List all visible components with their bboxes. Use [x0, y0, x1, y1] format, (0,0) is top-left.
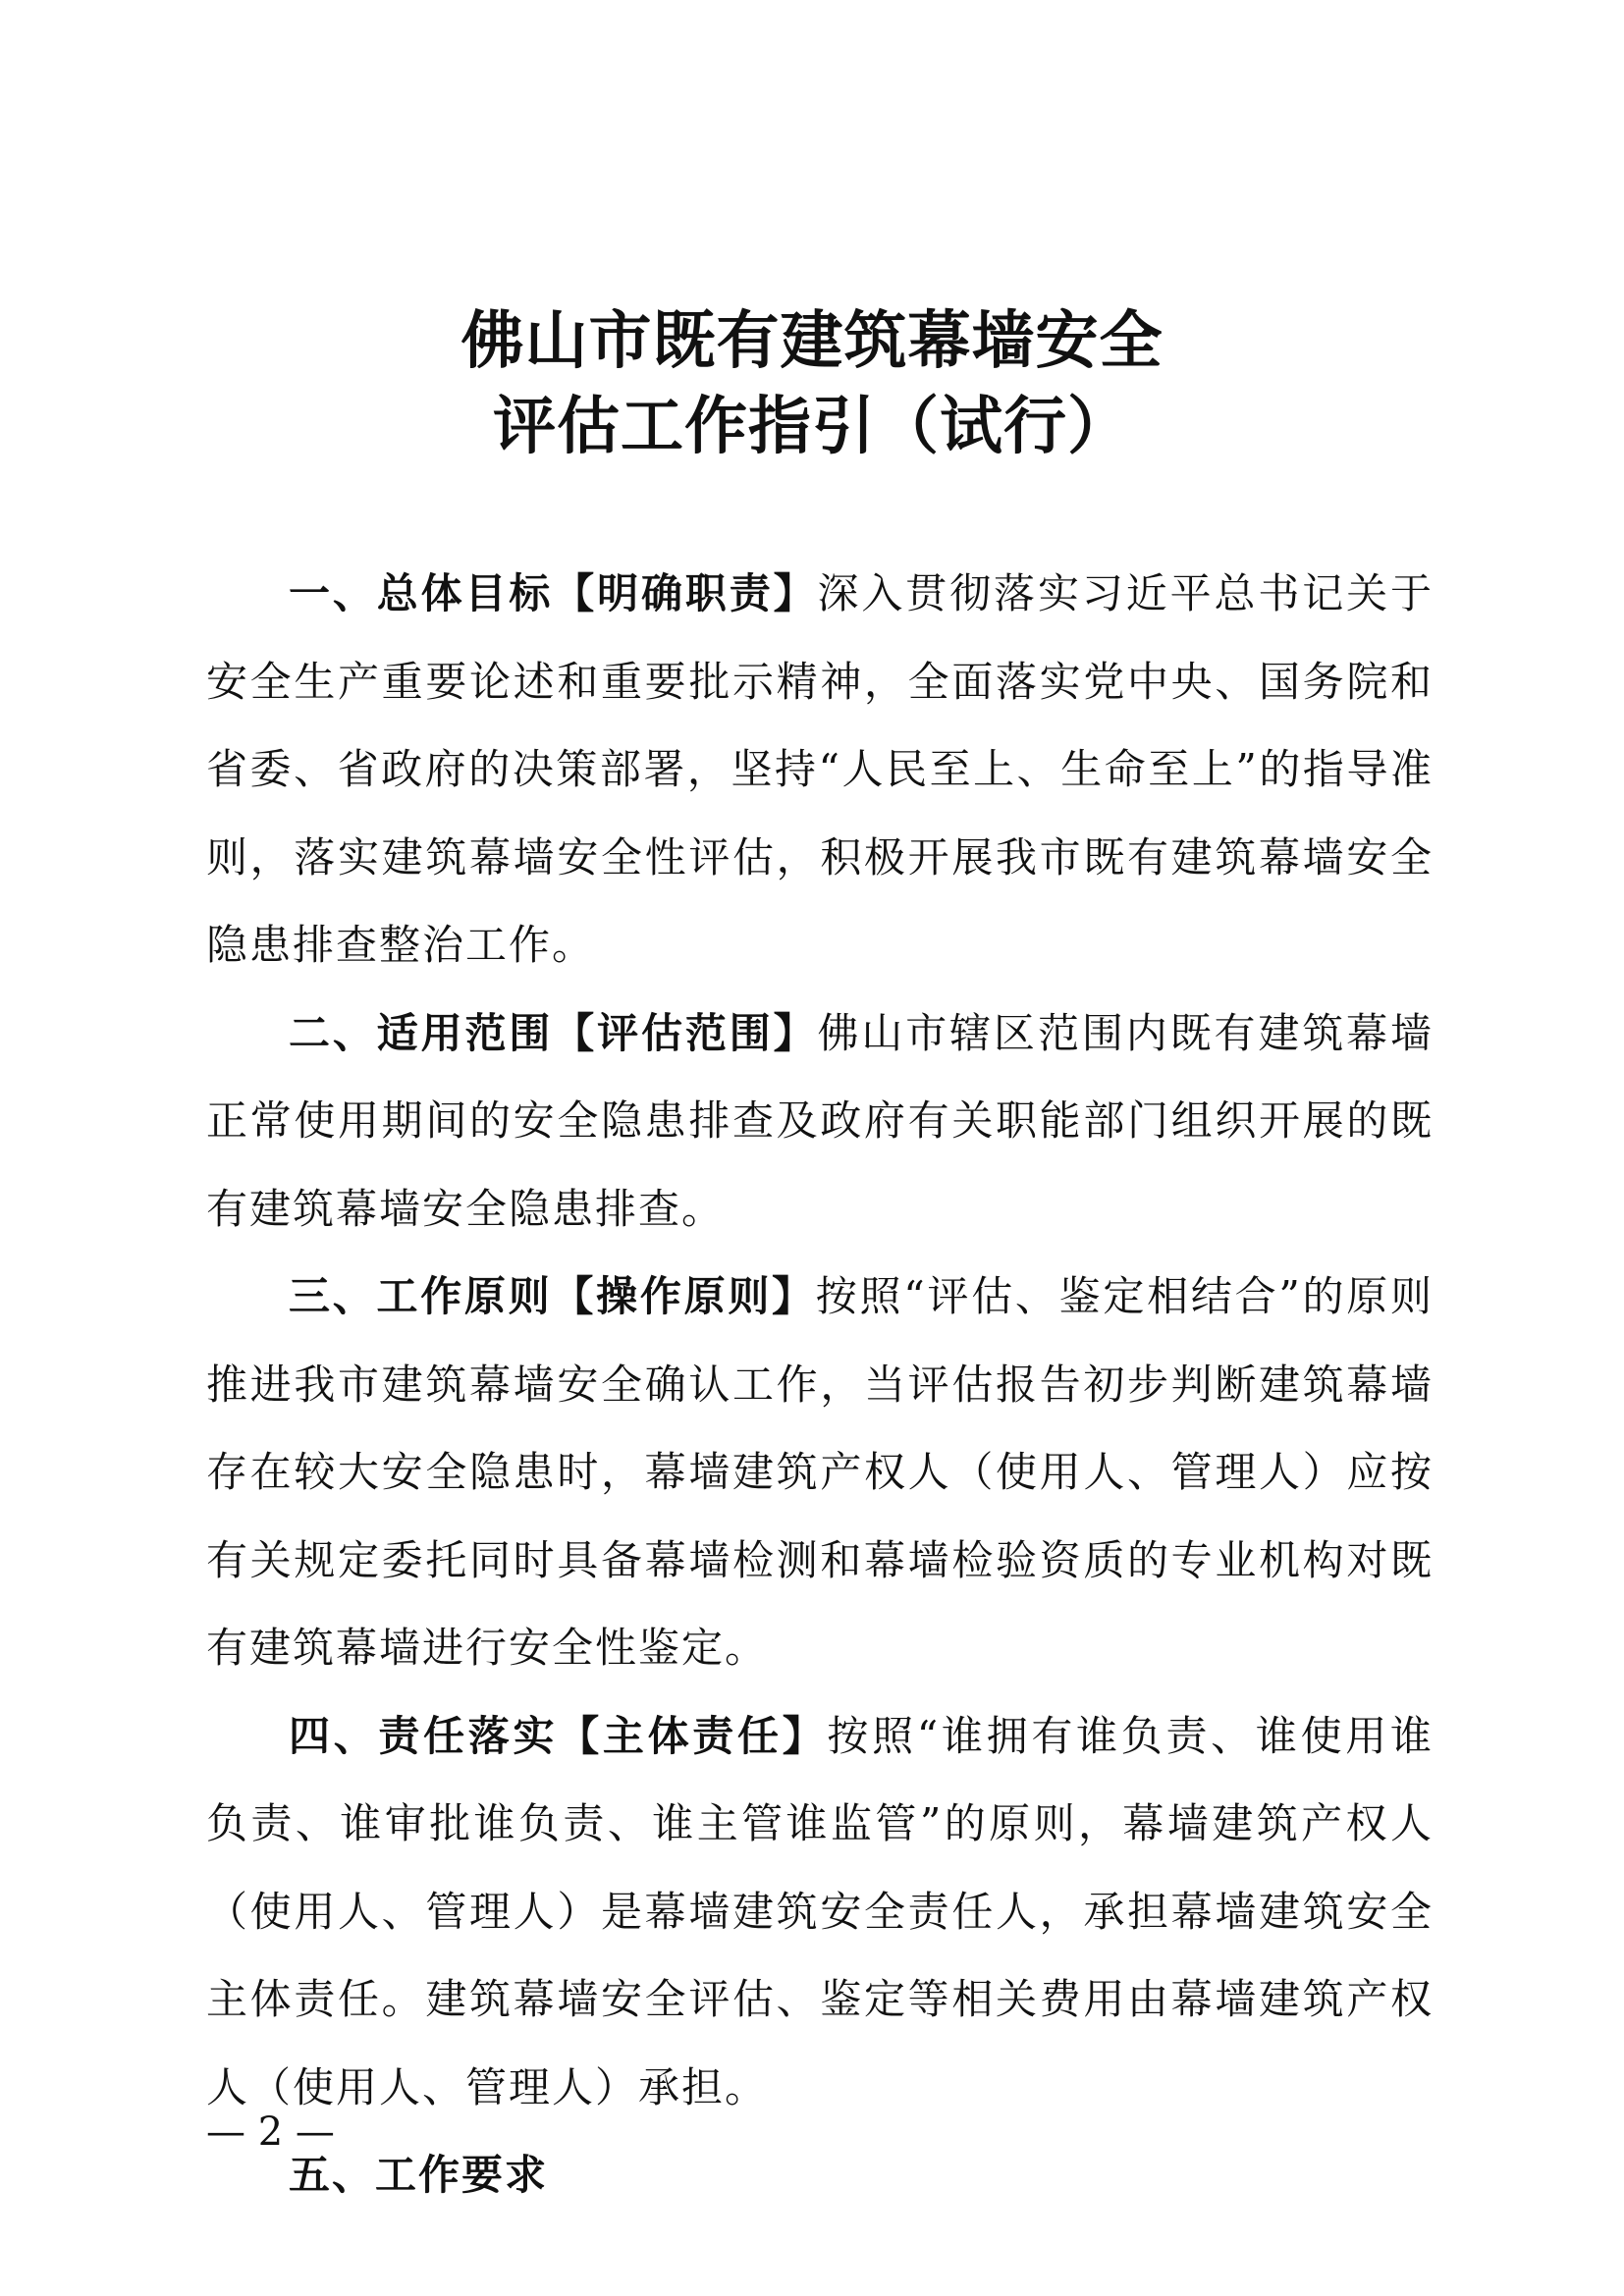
document-title-line2: 评估工作指引（试行） — [493, 390, 1131, 463]
section-heading-4: 四、责任落实【主体责任】 — [289, 1711, 828, 1760]
section-paragraph-5 — [206, 2131, 1434, 2219]
section-text-2: 佛山市辖区范围内既有建筑幕墙正常使用期间的安全隐患排查及政府有关职能部门组织开展的既有建筑幕墙安全隐患排查。 — [206, 1008, 1434, 1233]
section-heading-3: 三、工作原则【操作原则】 — [289, 1272, 816, 1320]
section-heading-2: 二、适用范围【评估范围】 — [289, 1008, 818, 1057]
document-title-line1: 佛山市既有建筑幕墙安全 — [460, 304, 1164, 378]
section-heading-5: 五、工作要求 — [289, 2151, 549, 2199]
section-paragraph-3 — [206, 1253, 1434, 1692]
page-number: — 2 — — [206, 2109, 335, 2155]
section-text-3: 按照“评估、鉴定相结合”的原则推进我市建筑幕墙安全确认工作，当评估报告初步判断建筑幕墙存在较大安全隐患时，幕墙建筑产权人（使用人、管理人）应按有关规定委托同时具备幕墙检测和幕墙检验资质的专业机构对既有建筑幕墙进行安全性鉴定。 — [206, 1272, 1434, 1672]
section-text-4: 按照“谁拥有谁负责、谁使用谁负责、谁审批谁负责、谁主管谁监管”的原则，幕墙建筑产权人（使用人、管理人）是幕墙建筑安全责任人，承担幕墙建筑安全主体责任。建筑幕墙安全评估、鉴定等相关费用由幕墙建筑产权人（使用人、管理人）承担。 — [206, 1711, 1434, 2111]
section-paragraph-1 — [206, 550, 1434, 989]
section-paragraph-4 — [206, 1692, 1434, 2132]
section-text-1: 深入贯彻落实习近平总书记关于安全生产重要论述和重要批示精神，全面落实党中央、国务院和省委、省政府的决策部署，坚持“人民至上、生命至上”的指导准则，落实建筑幕墙安全性评估，积极开展我市既有建筑幕墙安全隐患排查整治工作。 — [206, 569, 1434, 969]
section-heading-1: 一、总体目标【明确职责】 — [289, 569, 818, 617]
section-paragraph-2 — [206, 989, 1434, 1254]
document-body — [206, 550, 1434, 2219]
